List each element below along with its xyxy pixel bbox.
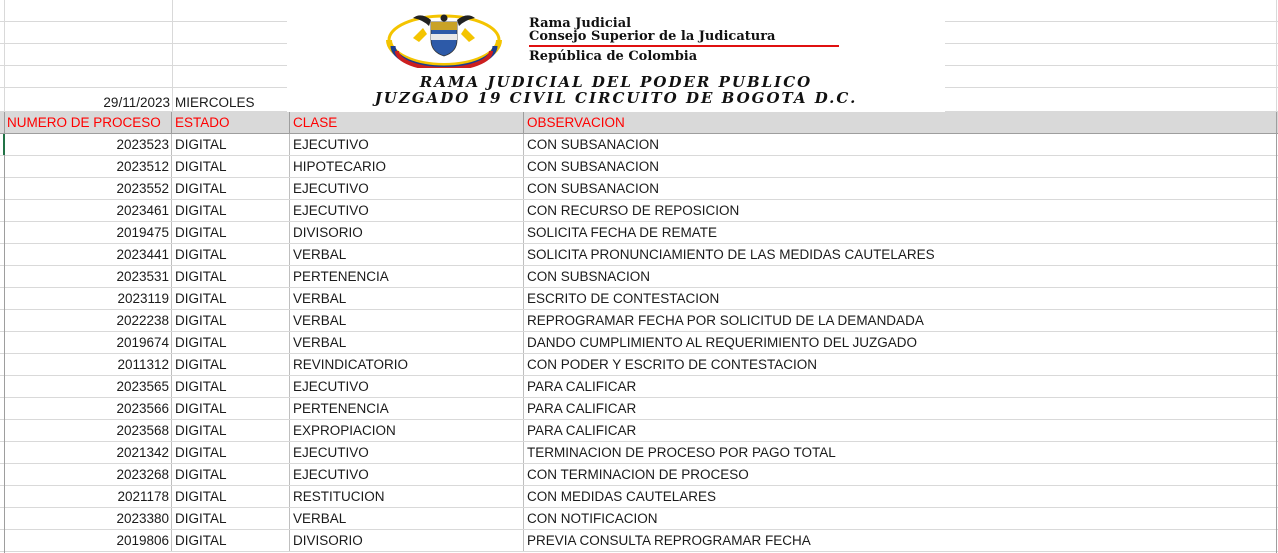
- colombia-coat-of-arms-icon: [379, 8, 509, 68]
- table-row: [0, 464, 1278, 486]
- cell-observacion[interactable]: PARA CALIFICAR: [527, 379, 637, 394]
- cell-estado[interactable]: DIGITAL: [172, 530, 290, 551]
- cell-clase[interactable]: VERBAL: [290, 508, 524, 529]
- cell-numero[interactable]: 2023565: [0, 376, 172, 397]
- selected-cell-indicator: [3, 134, 5, 155]
- date-cell[interactable]: 29/11/2023: [103, 95, 170, 110]
- cell-clase[interactable]: REVINDICATORIO: [290, 354, 524, 375]
- cell-estado[interactable]: DIGITAL: [172, 332, 290, 353]
- cell-numero[interactable]: 2023568: [0, 420, 172, 441]
- cell-clase[interactable]: PERTENENCIA: [290, 266, 524, 287]
- table-row: [0, 332, 1278, 354]
- cell-numero[interactable]: 2023566: [0, 398, 172, 419]
- cell-clase[interactable]: PERTENENCIA: [290, 398, 524, 419]
- cell-observacion[interactable]: PREVIA CONSULTA REPROGRAMAR FECHA: [527, 533, 811, 548]
- organization-block: [529, 17, 839, 64]
- cell-numero[interactable]: 2023441: [0, 244, 172, 265]
- cell-observacion[interactable]: CON SUBSNACION: [527, 269, 651, 284]
- cell-estado[interactable]: DIGITAL: [172, 442, 290, 463]
- table-row: [0, 156, 1278, 178]
- grid-line: [4, 0, 5, 112]
- cell-clase[interactable]: EJECUTIVO: [290, 442, 524, 463]
- grid-line: [4, 112, 5, 553]
- table-row: [0, 244, 1278, 266]
- cell-estado[interactable]: DIGITAL: [172, 200, 290, 221]
- cell-estado[interactable]: DIGITAL: [172, 398, 290, 419]
- cell-observacion[interactable]: CON PODER Y ESCRITO DE CONTESTACION: [527, 357, 818, 372]
- cell-clase[interactable]: EJECUTIVO: [290, 376, 524, 397]
- cell-estado[interactable]: DIGITAL: [172, 178, 290, 199]
- cell-estado[interactable]: DIGITAL: [172, 464, 290, 485]
- cell-estado[interactable]: DIGITAL: [172, 486, 290, 507]
- cell-clase[interactable]: VERBAL: [290, 332, 524, 353]
- cell-clase[interactable]: VERBAL: [290, 310, 524, 331]
- cell-clase[interactable]: EJECUTIVO: [290, 178, 524, 199]
- cell-numero[interactable]: 2023461: [0, 200, 172, 221]
- cell-observacion[interactable]: SOLICITA FECHA DE REMATE: [527, 225, 718, 240]
- column-header-observacion[interactable]: OBSERVACION: [527, 115, 625, 130]
- process-table: [0, 112, 1278, 552]
- cell-clase[interactable]: EXPROPIACION: [290, 420, 524, 441]
- court-title-line-1: RAMA JUDICIAL DEL PODER PUBLICO: [419, 73, 813, 91]
- table-row: [0, 310, 1278, 332]
- grid-line: [172, 0, 173, 112]
- table-body: [0, 134, 1278, 552]
- table-row: [0, 508, 1278, 530]
- cell-observacion[interactable]: PARA CALIFICAR: [527, 401, 637, 416]
- cell-numero[interactable]: 2023119: [0, 288, 172, 309]
- table-row: [0, 442, 1278, 464]
- cell-observacion[interactable]: CON SUBSANACION: [527, 181, 660, 196]
- cell-clase[interactable]: EJECUTIVO: [290, 464, 524, 485]
- cell-clase[interactable]: EJECUTIVO: [290, 134, 524, 155]
- cell-estado[interactable]: DIGITAL: [172, 508, 290, 529]
- cell-clase[interactable]: VERBAL: [290, 244, 524, 265]
- cell-observacion[interactable]: ESCRITO DE CONTESTACION: [527, 291, 720, 306]
- cell-clase[interactable]: EJECUTIVO: [290, 200, 524, 221]
- column-header-numero[interactable]: NUMERO DE PROCESO: [0, 112, 172, 133]
- cell-numero[interactable]: 2023523: [0, 134, 172, 155]
- cell-estado[interactable]: DIGITAL: [172, 376, 290, 397]
- cell-estado[interactable]: DIGITAL: [172, 266, 290, 287]
- cell-numero[interactable]: 2019806: [0, 530, 172, 551]
- cell-numero[interactable]: 2023268: [0, 464, 172, 485]
- org-line-1: Rama Judicial: [529, 16, 632, 31]
- cell-observacion[interactable]: CON SUBSANACION: [527, 137, 660, 152]
- cell-numero[interactable]: 2011312: [0, 354, 172, 375]
- grid-line: [1276, 0, 1277, 112]
- table-row: [0, 376, 1278, 398]
- column-header-estado[interactable]: ESTADO: [172, 112, 290, 133]
- red-divider: [529, 45, 839, 47]
- cell-estado[interactable]: DIGITAL: [172, 244, 290, 265]
- cell-observacion[interactable]: PARA CALIFICAR: [527, 423, 637, 438]
- org-line-2: Consejo Superior de la Judicatura: [529, 29, 776, 44]
- cell-clase[interactable]: DIVISORIO: [290, 530, 524, 551]
- cell-numero[interactable]: 2021178: [0, 486, 172, 507]
- table-row: [0, 222, 1278, 244]
- court-header: [287, 0, 945, 112]
- cell-observacion[interactable]: CON NOTIFICACION: [527, 511, 658, 526]
- cell-estado[interactable]: DIGITAL: [172, 310, 290, 331]
- cell-numero[interactable]: 2021342: [0, 442, 172, 463]
- cell-observacion[interactable]: TERMINACION DE PROCESO POR PAGO TOTAL: [527, 445, 836, 460]
- cell-observacion[interactable]: CON TERMINACION DE PROCESO: [527, 467, 749, 482]
- cell-estado[interactable]: DIGITAL: [172, 222, 290, 243]
- grid-line: [1276, 112, 1277, 553]
- org-line-3: República de Colombia: [529, 49, 698, 64]
- table-row: [0, 178, 1278, 200]
- cell-numero[interactable]: 2019674: [0, 332, 172, 353]
- table-row: [0, 398, 1278, 420]
- cell-clase[interactable]: HIPOTECARIO: [290, 156, 524, 177]
- cell-observacion[interactable]: DANDO CUMPLIMIENTO AL REQUERIMIENTO DEL JUZGADO: [527, 335, 918, 350]
- cell-estado[interactable]: DIGITAL: [172, 156, 290, 177]
- cell-clase[interactable]: DIVISORIO: [290, 222, 524, 243]
- cell-numero[interactable]: 2023512: [0, 156, 172, 177]
- cell-numero[interactable]: 2022238: [0, 310, 172, 331]
- table-row: [0, 266, 1278, 288]
- cell-estado[interactable]: DIGITAL: [172, 288, 290, 309]
- weekday-cell[interactable]: MIERCOLES: [175, 95, 255, 110]
- table-row: [0, 486, 1278, 508]
- cell-clase[interactable]: VERBAL: [290, 288, 524, 309]
- column-header-clase[interactable]: CLASE: [290, 112, 524, 133]
- table-row: [0, 420, 1278, 442]
- cell-numero[interactable]: 2023380: [0, 508, 172, 529]
- cell-estado[interactable]: DIGITAL: [172, 420, 290, 441]
- table-row: [0, 134, 1278, 156]
- cell-numero[interactable]: 2023552: [0, 178, 172, 199]
- table-row: [0, 200, 1278, 222]
- cell-numero[interactable]: 2019475: [0, 222, 172, 243]
- cell-observacion[interactable]: CON MEDIDAS CAUTELARES: [527, 489, 717, 504]
- cell-observacion[interactable]: CON SUBSANACION: [527, 159, 660, 174]
- court-title-line-2: JUZGADO 19 CIVIL CIRCUITO DE BOGOTA D.C.: [374, 89, 858, 107]
- cell-clase[interactable]: RESTITUCION: [290, 486, 524, 507]
- cell-estado[interactable]: DIGITAL: [172, 354, 290, 375]
- table-row: [0, 288, 1278, 310]
- cell-numero[interactable]: 2023531: [0, 266, 172, 287]
- cell-estado[interactable]: DIGITAL: [172, 134, 290, 155]
- cell-observacion[interactable]: SOLICITA PRONUNCIAMIENTO DE LAS MEDIDAS CAUTELARES: [527, 247, 935, 262]
- table-row: [0, 354, 1278, 376]
- table-row: [0, 530, 1278, 552]
- cell-observacion[interactable]: CON RECURSO DE REPOSICION: [527, 203, 740, 218]
- table-header-row: [0, 112, 1278, 134]
- cell-observacion[interactable]: REPROGRAMAR FECHA POR SOLICITUD DE LA DEMANDADA: [527, 313, 924, 328]
